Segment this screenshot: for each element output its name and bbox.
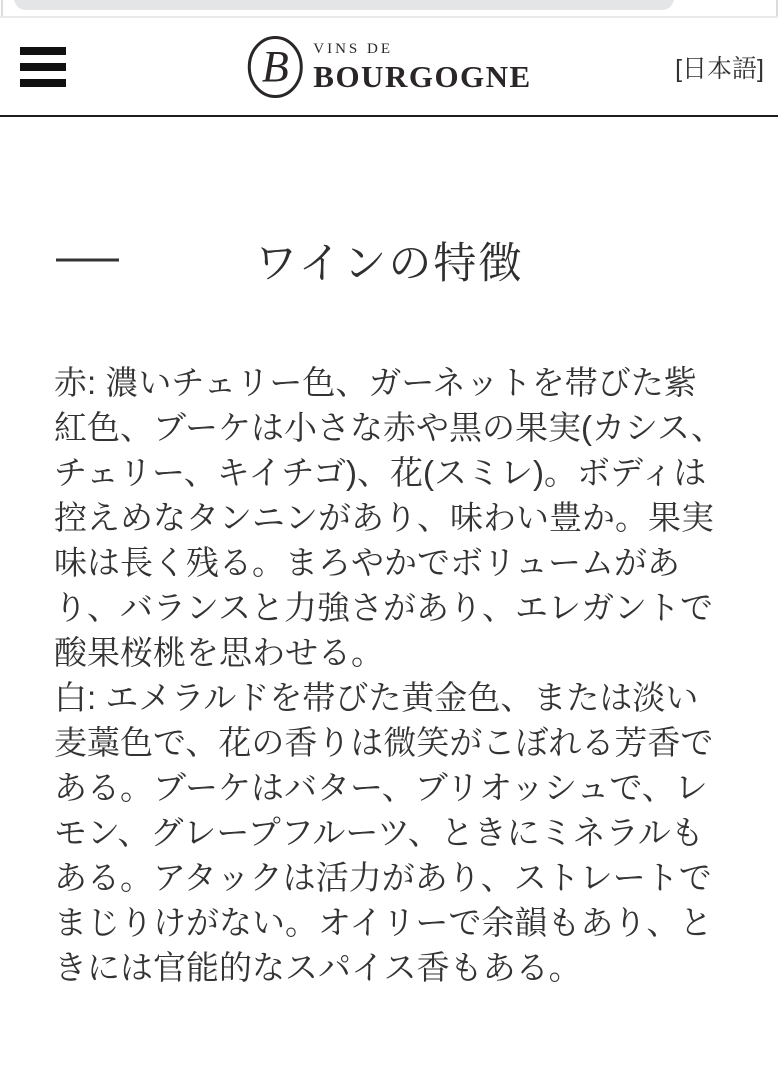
logo-subtitle: VINS DE — [313, 40, 394, 57]
browser-chrome-strip — [0, 0, 778, 18]
logo-title: BOURGOGNE — [313, 58, 532, 94]
section-title-row — [54, 230, 724, 290]
chrome-edge-left — [1, 0, 3, 16]
page-title: ワインの特徴 — [254, 239, 524, 288]
title-dash — [56, 259, 119, 262]
logo-text — [313, 42, 531, 92]
site-header — [0, 18, 778, 117]
language-selector[interactable]: [日本語] — [675, 54, 764, 83]
menu-bar — [20, 63, 66, 71]
bourgogne-monogram-icon — [246, 35, 304, 99]
browser-tab-shape — [14, 0, 674, 10]
wine-description — [54, 360, 724, 990]
menu-button[interactable] — [20, 47, 66, 87]
logo[interactable] — [246, 35, 531, 99]
menu-bar — [20, 79, 66, 87]
logo-monogram: B — [261, 41, 289, 91]
main-content — [0, 230, 778, 990]
wine-description-white: 白: エメラルドを帯びた黄金色、または淡い麦藁色で、花の香りは微笑がこぼれる芳香である。ブーケはバター、ブリオッシュで、レモン、グレープフルーツ、ときにミネラルもある。アタックは活力があり、ストレートでまじりけがない。オイリーで余韻もあり、ときには官能的なスパイス香もある。 — [54, 679, 714, 986]
menu-bar — [20, 47, 66, 55]
wine-description-red: 赤: 濃いチェリー色、ガーネットを帯びた紫紅色、ブーケは小さな赤や黒の果実(カシス、チェリー、キイチゴ)、花(スミレ)。ボディは控えめなタンニンがあり、味わい豊か。果実味は長く残る。まろやかでボリュームがあり、バランスと力強さがあり、エレガントで酸果桜桃を思わせる。 — [54, 364, 724, 671]
